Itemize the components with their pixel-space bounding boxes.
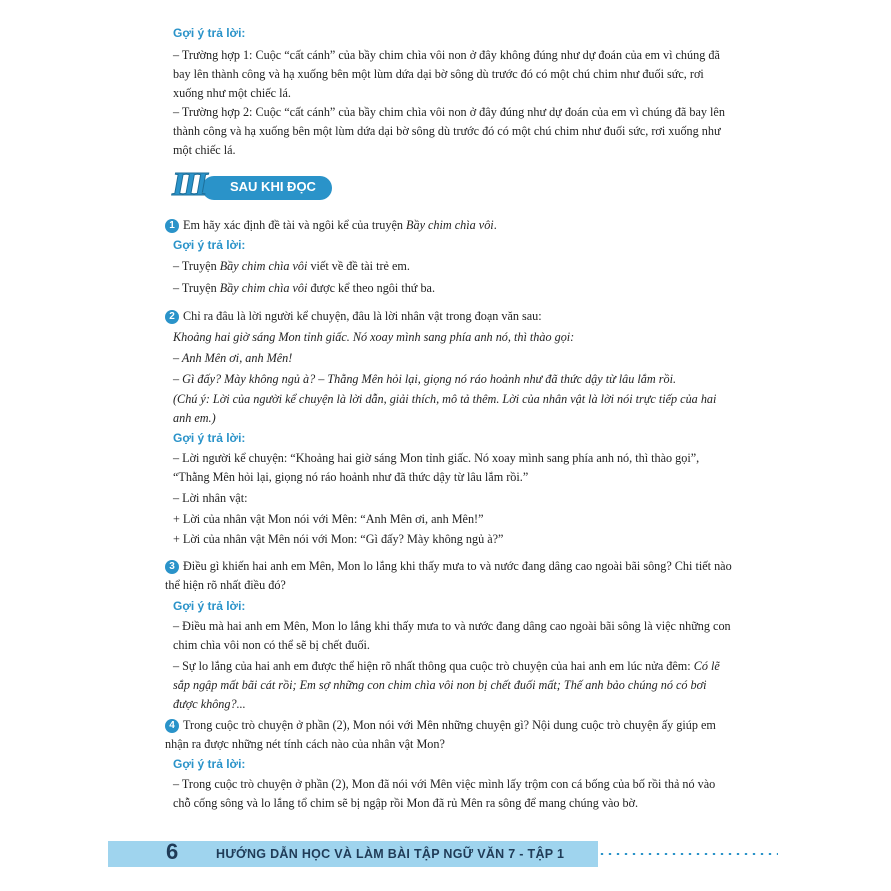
question-3-hint: Gợi ý trả lời:	[173, 599, 246, 613]
question-4-text: Trong cuộc trò chuyện ở phần (2), Mon nói với Mên những chuyện gì? Nội dung cuộc trò chuyện ấy giúp em nhận ra được những nét tính cách nào của nhân vật Mon?	[165, 718, 716, 751]
question-3-text: Điều gì khiến hai anh em Mên, Mon lo lắng khi thấy mưa to và nước đang dâng cao ngoài bãi sông? Chi tiết nào thể hiện rõ nhất điều đó?	[165, 559, 732, 592]
answer-italic: Bầy chim chìa vôi	[219, 281, 308, 295]
question-2-quote-2: – Anh Mên ơi, anh Mên!	[173, 351, 293, 365]
page-number: 6	[166, 839, 179, 864]
intro-case-2: – Trường hợp 2: Cuộc “cất cánh” của bầy chim chìa vôi non ở đây đúng như dự đoán của em vì chúng đã bay lên thành công và hạ xuống bên một lùm dứa dại bờ sông dù trước đó có một chú chim như đuối sức, rơi xuống như một chiếc lá.	[173, 105, 725, 157]
question-2-note: (Chú ý: Lời của người kể chuyện là lời dẫn, giải thích, mô tả thêm. Lời của nhân vật là lời nói trực tiếp của hai anh em.)	[173, 392, 717, 425]
question-3-answer-1: – Điều mà hai anh em Mên, Mon lo lắng khi thấy mưa to và nước đang dâng cao ngoài bãi sông là việc những con chim chìa vôi non có thể sẽ bị chết đuối.	[173, 619, 731, 652]
question-1-text-a: Em hãy xác định đề tài và ngôi kể của truyện	[183, 218, 407, 232]
question-number-badge: 4	[165, 719, 179, 733]
question-2-answer-3: + Lời của nhân vật Mon nói với Mên: “Anh Mên ơi, anh Mên!”	[173, 512, 484, 526]
question-2-answer-1: – Lời người kể chuyện: “Khoảng hai giờ sáng Mon tỉnh giấc. Nó xoay mình sang phía anh nó, thì thào gọi”, “Thằng Mên hỏi lại, giọng nó ráo hoảnh như đã thức dậy từ lâu lắm rồi.”	[173, 451, 700, 484]
question-3-answer-2	[173, 657, 733, 714]
question-number-badge: 2	[165, 310, 179, 324]
answer-italic: Có lẽ sắp ngập mất bãi cát rồi; Em sợ những con chim chìa vôi non bị chết đuối mất; Thế anh bảo chúng nó có bơi được không?...	[173, 659, 720, 711]
question-4-hint: Gợi ý trả lời:	[173, 757, 246, 771]
question-4	[165, 716, 735, 754]
question-1-text-c: .	[493, 218, 497, 232]
section-roman-numeral: III	[172, 166, 206, 203]
question-2	[165, 307, 735, 326]
footer-dotted-line	[598, 853, 778, 855]
section-title: SAU KHI ĐỌC	[230, 179, 316, 194]
question-1-hint: Gợi ý trả lời:	[173, 238, 246, 252]
question-2-hint: Gợi ý trả lời:	[173, 431, 246, 445]
answer-text: được kể theo ngôi thứ ba.	[307, 281, 436, 295]
intro-hint-label: Gợi ý trả lời:	[173, 26, 246, 40]
book-title: HƯỚNG DẪN HỌC VÀ LÀM BÀI TẬP NGỮ VĂN 7 - TẬP 1	[216, 847, 565, 861]
question-1	[165, 216, 735, 235]
question-2-answer-2: – Lời nhân vật:	[173, 491, 248, 505]
question-1-text-b: Bầy chim chìa vôi	[406, 218, 494, 232]
question-2-text: Chỉ ra đâu là lời người kể chuyện, đâu là lời nhân vật trong đoạn văn sau:	[183, 309, 542, 323]
question-2-quote-3: – Gì đấy? Mày không ngủ à? – Thằng Mên hỏi lại, giọng nó ráo hoảnh như đã thức dậy từ lâu lắm rồi.	[173, 372, 677, 386]
intro-case-1: – Trường hợp 1: Cuộc “cất cánh” của bầy chim chìa vôi non ở đây không đúng như dự đoán của em vì chúng đã bay lên thành công và hạ xuống bên một lùm dứa dại bờ sông dù trước đó có một chú chim như đuối sức, rơi xuống như một chiếc lá.	[173, 48, 720, 100]
answer-text: viết về đề tài trẻ em.	[307, 259, 410, 273]
question-number-badge: 3	[165, 560, 179, 574]
answer-text: – Sự lo lắng của hai anh em được thể hiện rõ nhất thông qua cuộc trò chuyện của hai anh em lúc nửa đêm:	[173, 659, 694, 673]
question-2-quote-1: Khoảng hai giờ sáng Mon tỉnh giấc. Nó xoay mình sang phía anh nó, thì thào gọi:	[173, 330, 575, 344]
question-number-badge: 1	[165, 219, 179, 233]
answer-text: – Truyện	[173, 281, 220, 295]
question-2-answer-4: + Lời của nhân vật Mên nói với Mon: “Gì đấy? Mày không ngủ à?”	[173, 532, 504, 546]
question-3	[165, 557, 735, 595]
question-4-answer-1: – Trong cuộc trò chuyện ở phần (2), Mon đã nói với Mên việc mình lấy trộm con cá bống của bố rồi thả nó vào chỗ cống sông và lo lắng tổ chim sẽ bị ngập rồi Mon đã rủ Mên ra sông để mang chúng vào bờ.	[173, 777, 716, 810]
page-footer	[108, 841, 598, 867]
answer-text: – Truyện	[173, 259, 220, 273]
answer-italic: Bầy chim chìa vôi	[219, 259, 308, 273]
section-banner	[172, 166, 332, 204]
question-1-answer-1	[173, 257, 733, 276]
question-1-answer-2	[173, 279, 733, 298]
